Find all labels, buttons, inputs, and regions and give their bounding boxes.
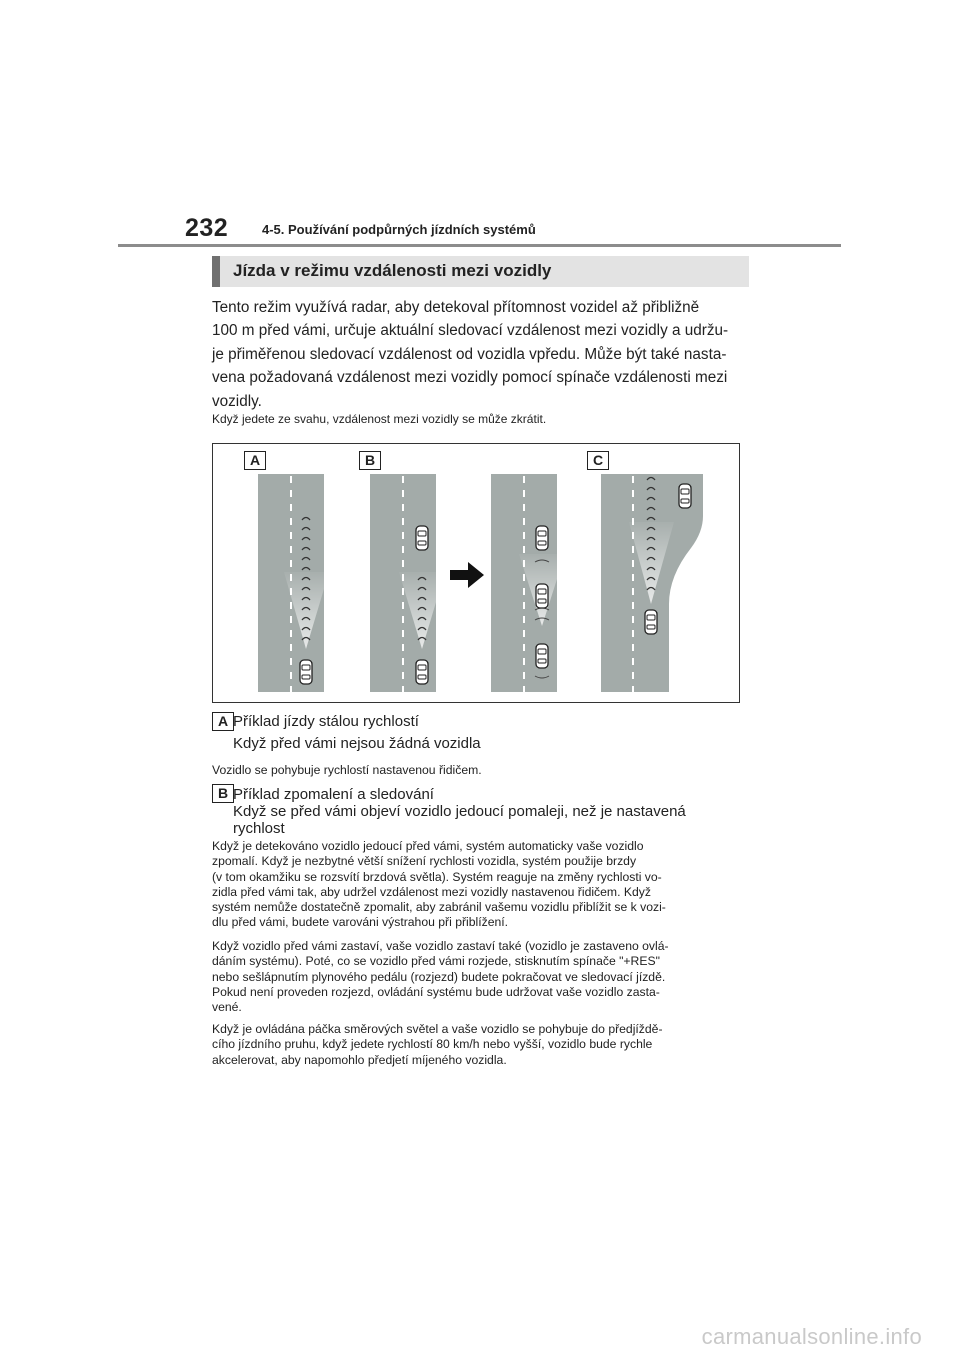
paragraph-line: akcelerovat, aby napomohlo předjetí míjeného vozidla. [212,1052,507,1067]
section-title: Jízda v režimu vzdálenosti mezi vozidly [233,261,552,280]
road-a [258,474,329,692]
downhill-note: Když jedete ze svahu, vzdálenost mezi vozidly se může zkrátit. [212,412,547,426]
paragraph-line: Když je detekováno vozidlo jedoucí před vámi, systém automaticky vaše vozidlo [212,839,644,853]
paragraph-line: Pokud není proveden rozjezd, ovládání systému bude udržovat vaše vozidlo zasta- [212,984,660,999]
chapter-title: 4-5. Používání podpůrných jízdních systémů [262,222,536,237]
paragraph-line: Když je ovládána páčka směrových světel a vaše vozidlo se pohybuje do předjíždě- [212,1022,663,1036]
own-car-a [300,660,312,684]
example-b-subtitle-line: Když se před vámi objeví vozidlo jedoucí pomaleji, než je nastavená [233,803,686,820]
own-car-b [416,660,428,684]
figure-label-c: C [587,451,609,470]
example-b-label: B [212,784,234,803]
lead-car-b2 [536,526,548,550]
paragraph-line: vené. [212,1000,242,1015]
example-b-paragraph-3 [212,1022,663,1068]
intro-line: je přiměřenou sledovací vzdálenost od vozidla vpředu. Může být také nasta- [212,345,727,363]
intro-paragraph [212,296,760,413]
example-b-paragraph-2 [212,939,669,1015]
paragraph-line: zidla před vámi tak, aby udržel vzdálenost mezi vozidly nastavenou řidičem. Když [212,884,651,899]
transition-arrow-icon [450,562,484,588]
section-heading [212,256,749,287]
example-a-label: A [212,712,234,731]
example-a-body: Vozidlo se pohybuje rychlostí nastavenou řidičem. [212,763,482,777]
own-car-b2-mid [536,584,548,608]
paragraph-line: (v tom okamžiku se rozsvítí brzdová světla). Systém reaguje na změny rychlosti vo- [212,869,662,884]
intro-line: vena požadovaná vzdálenost mezi vozidly pomocí spínače vzdálenosti mezi [212,369,728,387]
paragraph-line: cího jízdního pruhu, když jedete rychlostí 80 km/h nebo vyšší, vozidlo bude rychle [212,1037,653,1052]
road-b-following [491,474,565,692]
figure-label-a: A [244,451,266,470]
example-b-subtitle-line: rychlost [233,820,285,837]
road-diagram [213,444,739,702]
intro-line: vozidly. [212,392,262,410]
intro-line: Tento režim využívá radar, aby detekoval přítomnost vozidel až přibližně [212,299,700,316]
paragraph-line: dáním systému). Poté, co se vozidlo před vámi rozjede, stisknutím spínače "+RES" [212,954,660,969]
page-number: 232 [185,214,229,242]
intro-line: 100 m před vámi, určuje aktuální sledovací vzdálenost mezi vozidly a udržu- [212,322,729,340]
paragraph-line: dlu před vámi, budete varováni výstrahou při přiblížení. [212,915,509,930]
paragraph-line: Když vozidlo před vámi zastaví, vaše vozidlo zastaví také (vozidlo je zastaveno ovlá- [212,939,669,953]
own-car-b2 [536,644,548,668]
header-rule [118,244,841,247]
road-b [370,474,445,692]
own-car-c [645,610,657,634]
distance-mode-figure [212,443,740,703]
example-b-title: Příklad zpomalení a sledování [233,786,434,803]
paragraph-line: systém nemůže dostatečně zpomalit, aby zabránil vašemu vozidlu přiblížit se k vozi- [212,900,666,915]
example-a-subtitle: Když před vámi nejsou žádná vozidla [233,735,481,752]
example-a-title: Příklad jízdy stálou rychlostí [233,713,419,730]
figure-label-b: B [359,451,381,470]
example-b-paragraph-1 [212,839,666,931]
merging-car-c [679,484,691,508]
paragraph-line: nebo sešlápnutím plynového pedálu (rozjezd) budete pokračovat ve sledovací jízdě. [212,969,666,984]
paragraph-line: zpomalí. Když je nezbytné větší snížení rychlosti vozidla, systém použije brzdy [212,854,637,869]
section-heading-bar [212,256,220,287]
road-c [601,474,703,692]
lead-car-b [416,526,428,550]
watermark: carmanualsonline.info [701,1324,922,1349]
